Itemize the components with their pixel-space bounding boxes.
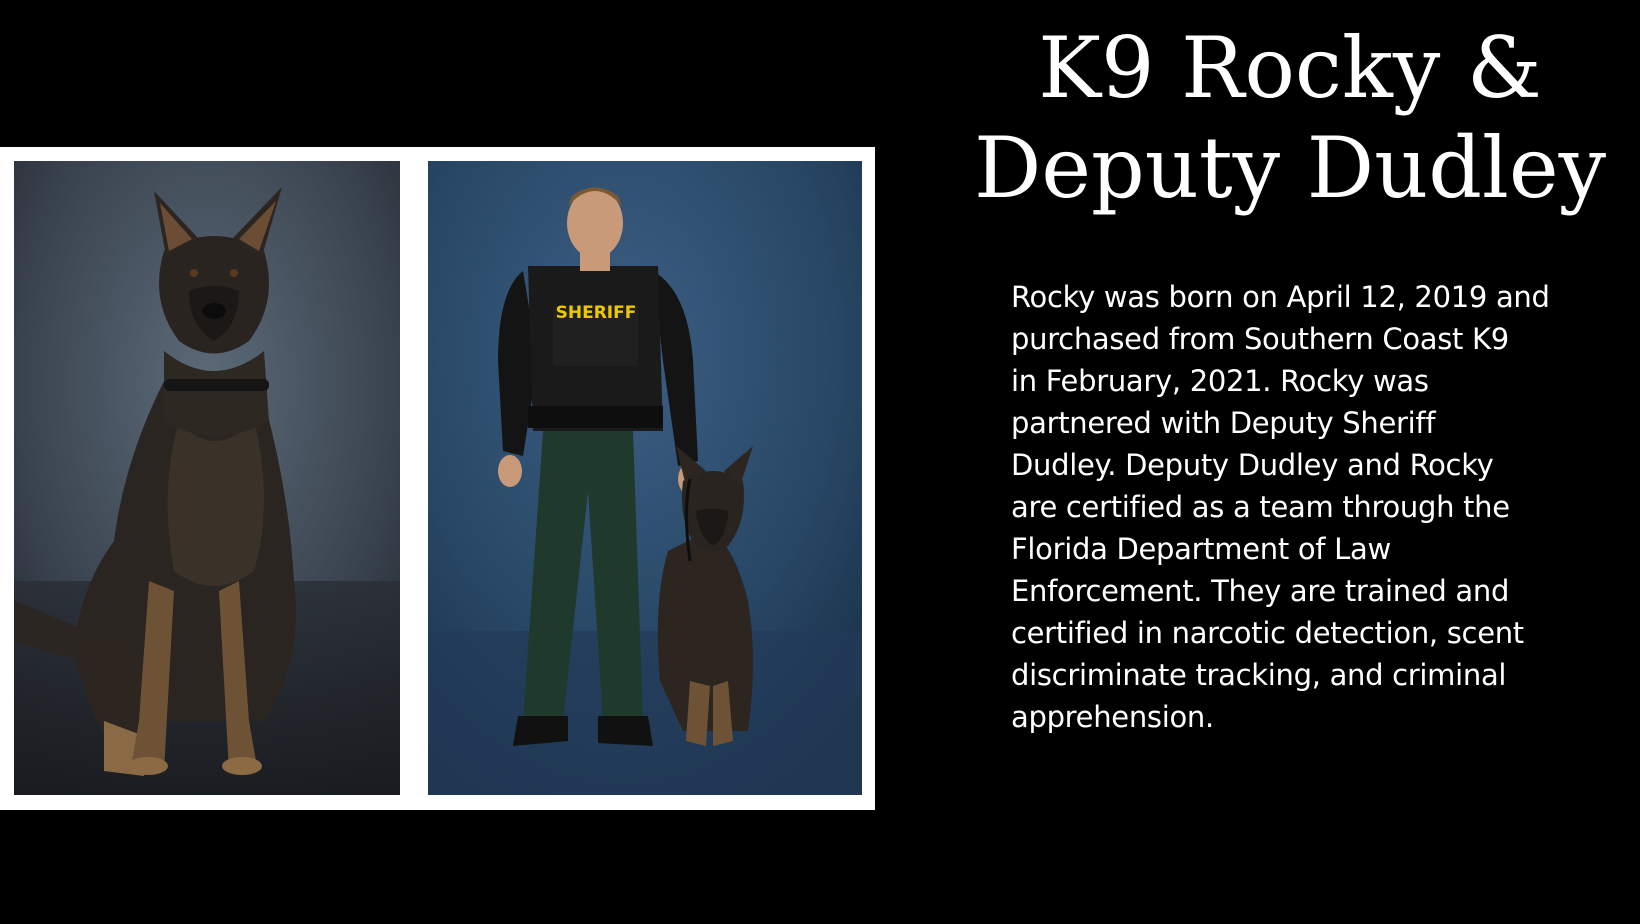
bio-line: Rocky was born on April 12, 2019 and — [1011, 280, 1550, 314]
sheriff-vest-text: SHERIFF — [555, 303, 637, 323]
title-line: Deputy Dudley — [973, 119, 1607, 217]
bio-line: certified in narcotic detection, scent — [1011, 616, 1524, 650]
bio-paragraph — [1011, 276, 1601, 738]
bio-line: Dudley. Deputy Dudley and Rocky — [1011, 448, 1494, 482]
deputy-and-k9-photo — [428, 161, 862, 795]
bio-line: partnered with Deputy Sheriff — [1011, 406, 1436, 440]
page-title — [940, 18, 1640, 218]
bio-line: Florida Department of Law — [1011, 532, 1391, 566]
bio-line: apprehension. — [1011, 700, 1214, 734]
title-line: K9 Rocky & — [1038, 19, 1542, 117]
bio-line: in February, 2021. Rocky was — [1011, 364, 1429, 398]
bio-line: purchased from Southern Coast K9 — [1011, 322, 1509, 356]
k9-rocky-photo — [14, 161, 400, 795]
bio-line: discriminate tracking, and criminal — [1011, 658, 1507, 692]
bio-line: Enforcement. They are trained and — [1011, 574, 1510, 608]
bio-line: are certified as a team through the — [1011, 490, 1510, 524]
photo-frame — [0, 147, 875, 810]
